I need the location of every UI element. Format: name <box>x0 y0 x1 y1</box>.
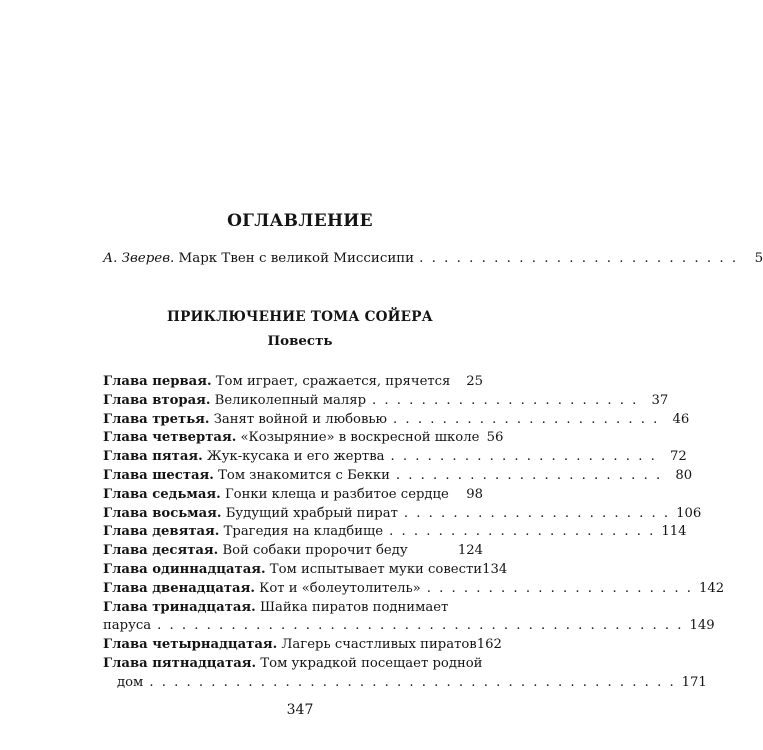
toc-entry <box>103 600 483 619</box>
toc-entry <box>103 449 687 468</box>
chapter-title-continuation: дом <box>117 674 144 690</box>
chapter-title: Том испытывает муки совести <box>265 561 483 577</box>
section-subtitle: Повесть <box>267 333 333 349</box>
toc-entry <box>103 467 693 487</box>
chapter-title: Лагерь счастливых пиратов <box>277 637 477 653</box>
leader-dots: . . . . . . . . . . . . . . . . . . . . . . <box>389 524 656 540</box>
leader-dots: . . . . . . . . . . . . . . . . . . . . . . . . . . <box>419 251 739 266</box>
chapter-label: Глава четырнадцатая. <box>103 637 278 653</box>
chapter-label: Глава десятая. <box>103 543 219 559</box>
intro-title: Марк Твен с великой Миссисипи <box>174 251 415 266</box>
chapter-page-number: 114 <box>661 524 687 540</box>
chapter-label: Глава пятая. <box>103 449 203 465</box>
chapter-page-number: 149 <box>689 618 715 634</box>
toc-entry <box>103 524 687 543</box>
chapter-title: Шайка пиратов поднимает <box>255 599 449 615</box>
chapter-title: Будущий храбрый пират <box>221 505 398 521</box>
chapter-title: Жук-кусака и его жертва <box>202 449 385 465</box>
chapter-title: «Козыряние» в воскресной школе <box>236 430 480 446</box>
toc-entry <box>103 543 483 562</box>
chapter-title: Том украдкой посещает родной <box>256 655 483 671</box>
chapter-page-number: 46 <box>672 411 690 427</box>
leader-dots: . . . . . . . . . . . . . . . . . . . . . . . . . . . . . . . . . . . . . . . . . . . <box>157 618 684 634</box>
chapter-label: Глава первая. <box>103 374 212 389</box>
chapter-page-number: 98 <box>466 486 483 502</box>
chapter-title: Кот и «болеутолитель» <box>254 580 421 596</box>
toc-intro-entry <box>103 251 763 266</box>
toc-entry-continuation <box>103 618 715 637</box>
chapter-title: Занят войной и любовью <box>209 411 388 427</box>
toc-entry <box>103 392 669 412</box>
toc-entry <box>103 411 690 431</box>
chapter-label: Глава вторая. <box>103 392 211 408</box>
chapter-label: Глава девятая. <box>103 524 220 540</box>
chapter-page-number: 162 <box>476 637 502 653</box>
leader-dots: . . . . . . . . . . . . . . . . . . . . . . <box>390 449 657 465</box>
chapter-title: Вой собаки пророчит беду <box>218 543 408 559</box>
chapter-page-number: 124 <box>457 543 483 559</box>
leader-dots: . . . . . . . . . . . . . . . . . . . . . . . . . . . . . . . . . . . . . . . . . . . <box>149 674 676 690</box>
leader-dots: . . . . . . . . . . . . . . . . . . . . . . <box>403 505 671 521</box>
chapter-title: Гонки клеща и разбитое сердце <box>220 486 449 502</box>
toc-entry <box>103 637 502 656</box>
page-number: 347 <box>286 702 314 718</box>
chapter-title: Том знакомится с Бекки <box>213 467 390 483</box>
chapter-page-number: 56 <box>486 430 504 446</box>
chapter-page-number: 37 <box>651 392 669 408</box>
leader-dots: . . . . . . . . . . . . . . . . . . . . . . <box>393 411 660 427</box>
chapter-page-number: 80 <box>675 467 693 483</box>
chapter-page-number: 25 <box>466 374 483 389</box>
toc-entry <box>103 487 483 506</box>
chapter-label: Глава восьмая. <box>103 505 222 521</box>
intro-page-number: 5 <box>754 251 763 266</box>
chapter-page-number: 142 <box>699 580 725 596</box>
toc-entry <box>103 656 483 675</box>
chapter-label: Глава пятнадцатая. <box>103 655 257 671</box>
toc-entry <box>103 430 504 449</box>
toc-entry <box>103 580 725 600</box>
chapter-label: Глава шестая. <box>103 467 214 483</box>
intro-author: А. Зверев. <box>103 251 175 266</box>
chapter-title: Великолепный маляр <box>210 392 367 408</box>
leader-dots: . . . . . . . . . . . . . . . . . . . . . . <box>395 467 663 483</box>
chapter-page-number: 106 <box>676 505 702 521</box>
leader-dots: . . . . . . . . . . . . . . . . . . . . . . <box>372 392 639 408</box>
section-title: ПРИКЛЮЧЕНИЕ ТОМА СОЙЕРА <box>167 309 433 325</box>
chapter-page-number: 171 <box>681 674 707 690</box>
chapter-label: Глава двенадцатая. <box>103 580 255 596</box>
chapter-title: Трагедия на кладбище <box>219 524 384 540</box>
toc-entry <box>103 374 483 393</box>
page-title: ОГЛАВЛЕНИЕ <box>227 211 373 231</box>
chapter-title-continuation: паруса <box>103 618 152 634</box>
chapter-label: Глава третья. <box>103 411 210 427</box>
chapter-title: Том играет, сражается, прячется <box>211 374 451 389</box>
chapter-page-number: 134 <box>482 561 508 577</box>
chapter-label: Глава одиннадцатая. <box>103 561 266 577</box>
leader-dots: . . . . . . . . . . . . . . . . . . . . . . <box>426 580 694 596</box>
toc-chapter-list <box>103 374 725 694</box>
toc-entry <box>103 505 702 525</box>
chapter-label: Глава четвертая. <box>103 430 237 446</box>
toc-entry-continuation <box>103 674 707 694</box>
chapter-page-number: 72 <box>670 449 687 465</box>
toc-entry <box>103 561 508 581</box>
chapter-label: Глава тринадцатая. <box>103 599 256 615</box>
chapter-label: Глава седьмая. <box>103 486 221 502</box>
